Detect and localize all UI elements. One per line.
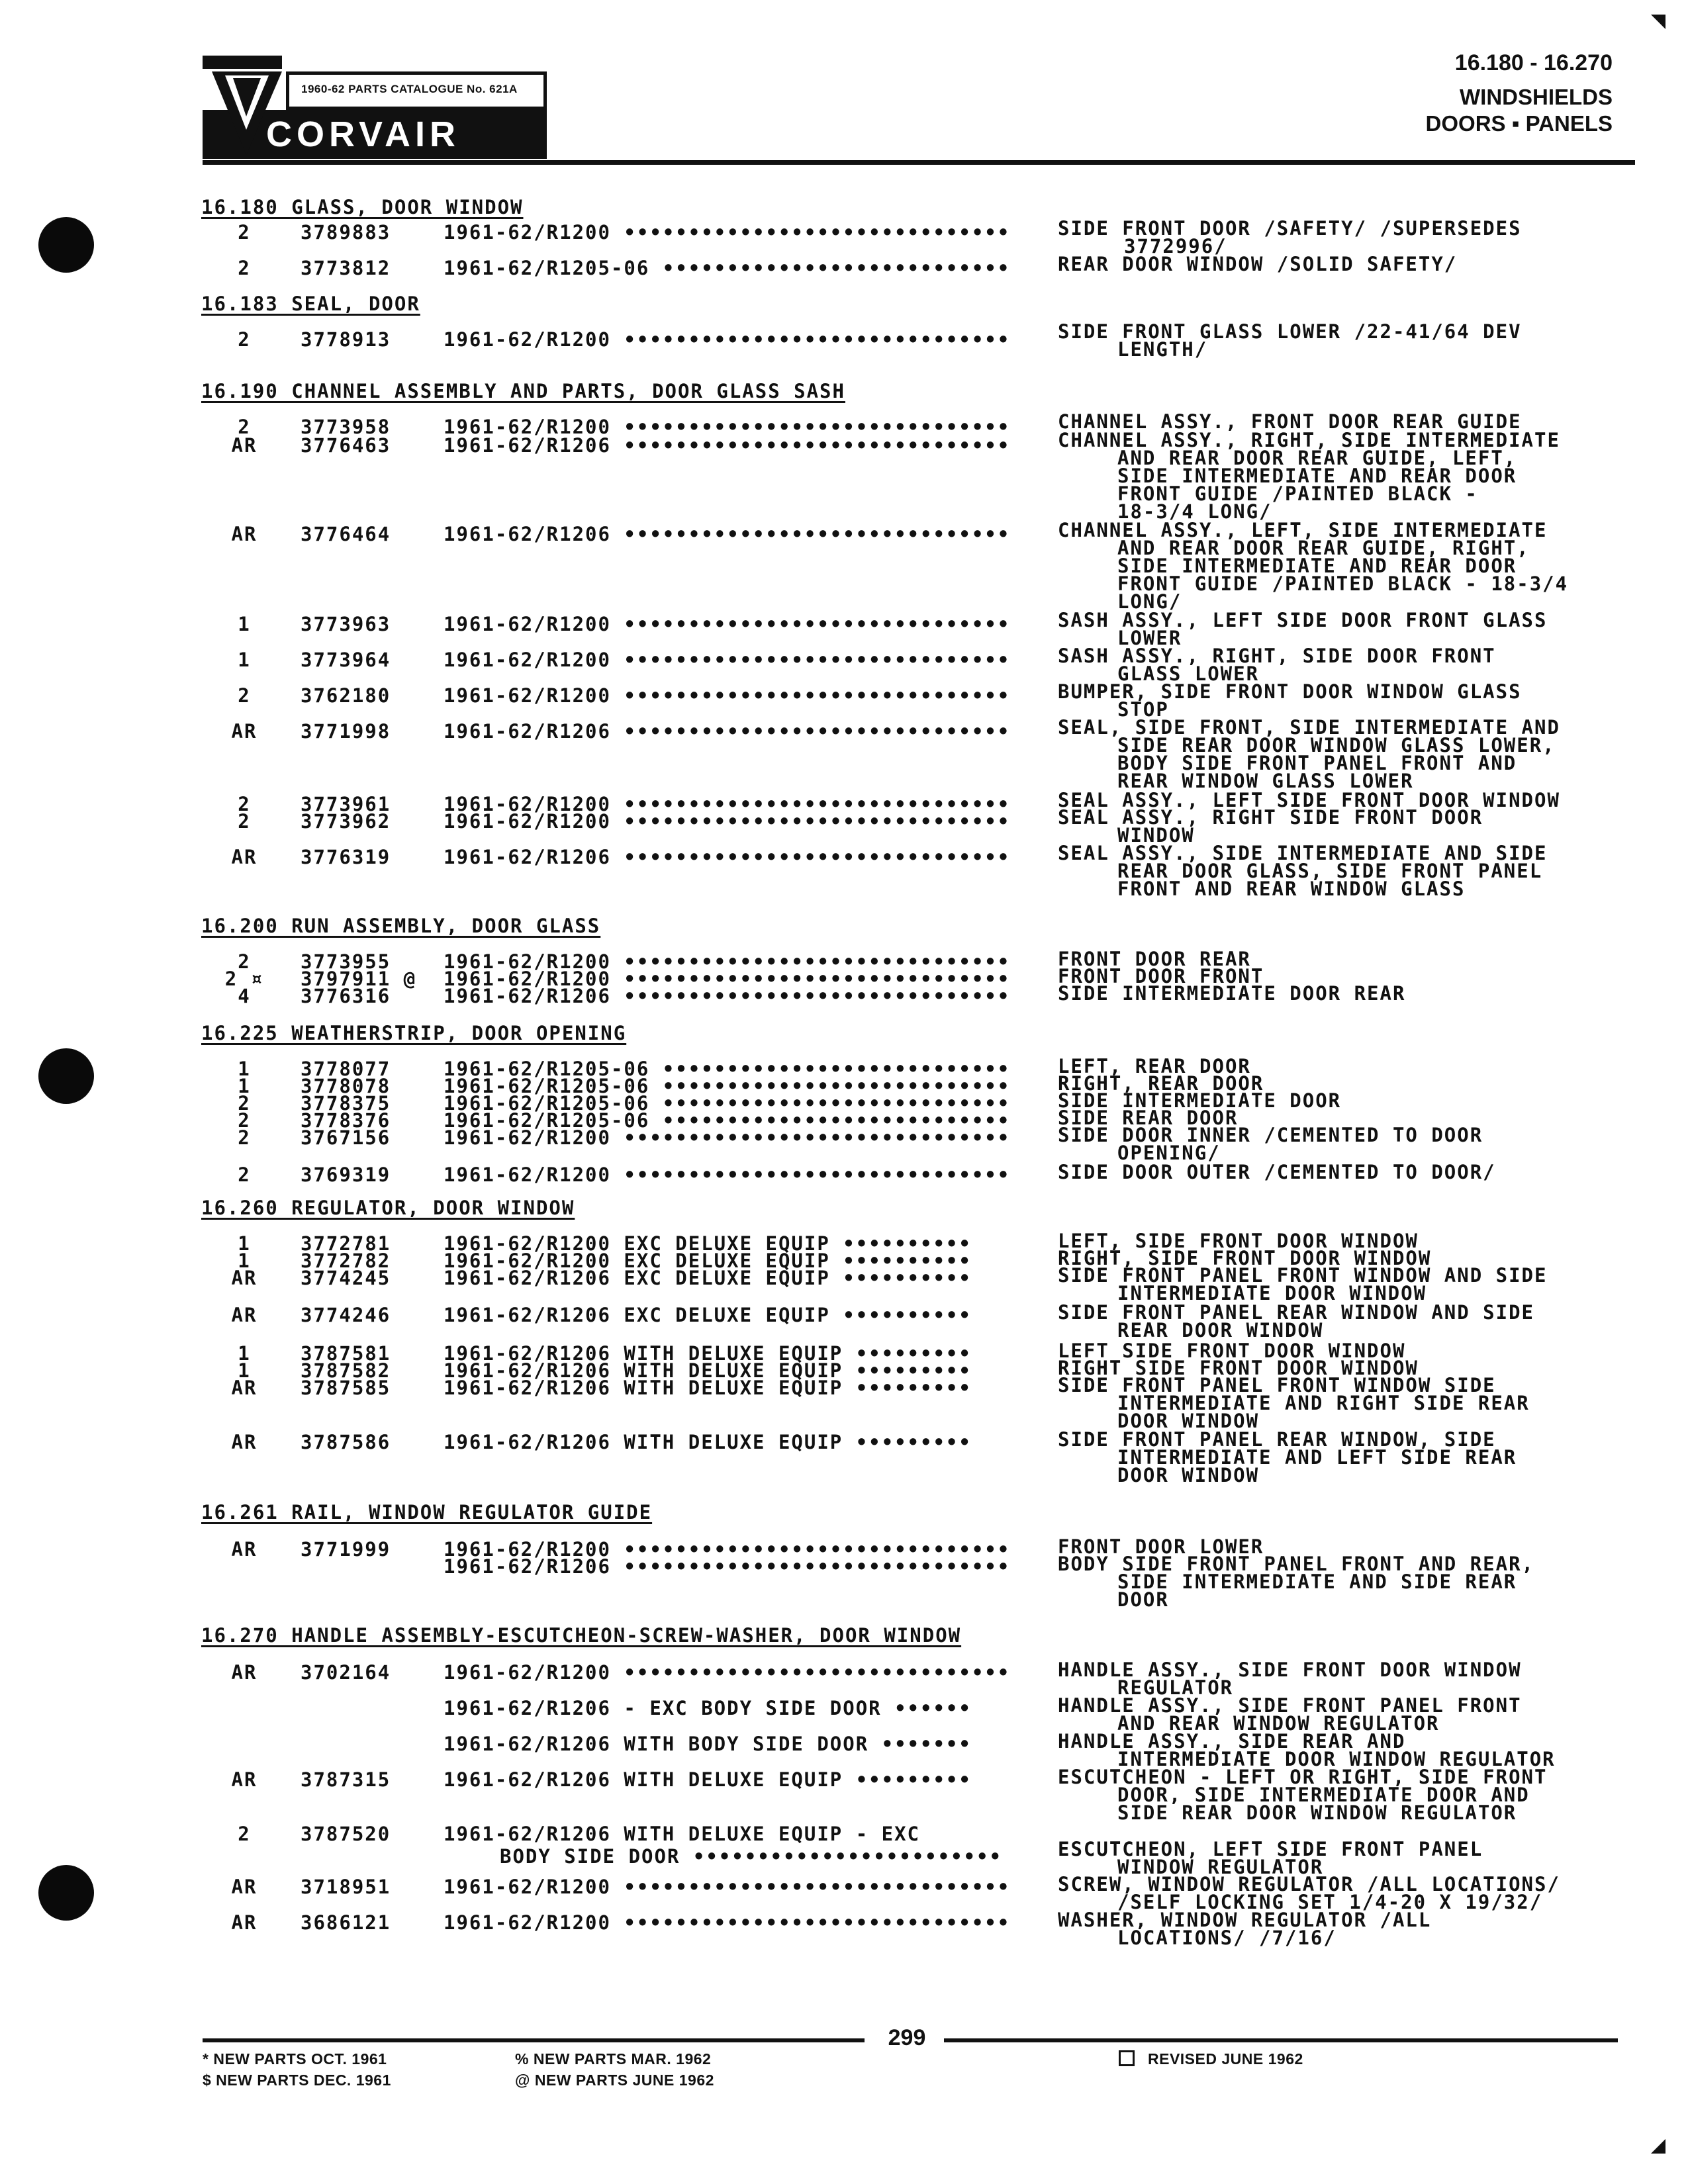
corner-mark-icon <box>1651 15 1665 29</box>
applicability: 1961-62/R1206 WITH DELUXE EQUIP ••••••••• <box>444 1377 972 1399</box>
logo-caption-box <box>286 71 547 110</box>
section-range: 16.180 - 16.270 <box>1454 50 1613 75</box>
part-number: 3774246 <box>301 1304 391 1326</box>
applicability: 1961-62/R1200 •••••••••••••••••••••••••••••• <box>444 1126 1011 1149</box>
part-number: 3778078 <box>301 1075 391 1097</box>
qty: AR <box>231 1267 258 1289</box>
revised-note: REVISED JUNE 1962 <box>1148 2050 1303 2068</box>
section-heading: 16.270 HANDLE ASSEMBLY-ESCUTCHEON-SCREW-WASHER, DOOR WINDOW <box>201 1624 962 1647</box>
part-row <box>0 716 1688 792</box>
qty: 2 <box>238 1109 251 1132</box>
applicability: 1961-62/R1205-06 ••••••••••••••••••••••••••• <box>444 1058 1011 1080</box>
applicability: 1961-62/R1200 •••••••••••••••••••••••••••••• <box>444 1163 1011 1186</box>
description: FRONT DOOR LOWER <box>1058 1535 1264 1558</box>
part-number: 3787581 <box>301 1342 391 1365</box>
qty: AR <box>231 434 258 457</box>
part-row <box>0 1163 1688 1186</box>
part-row <box>0 1766 1688 1824</box>
description: SASH ASSY., LEFT SIDE DOOR FRONT GLASS LOWER <box>1058 609 1548 649</box>
qty: AR <box>231 846 258 868</box>
description: RIGHT SIDE FRONT DOOR WINDOW <box>1058 1357 1419 1379</box>
qty: 1 <box>238 1232 251 1255</box>
description: SEAL ASSY., SIDE INTERMEDIATE AND SIDE REAR DOOR GLASS, SIDE FRONT PANEL FRONT AND REAR WINDOW GLASS <box>1058 842 1548 900</box>
qty: 2 <box>238 1163 251 1186</box>
applicability: 1961-62/R1200 •••••••••••••••••••••••••••••• <box>444 221 1011 244</box>
part-row <box>0 1730 1688 1770</box>
section-heading: 16.183 SEAL, DOOR <box>201 293 420 315</box>
part-row <box>0 1553 1688 1611</box>
applicability: 1961-62/R1206 WITH DELUXE EQUIP ••••••••• <box>444 1431 972 1453</box>
crest-icon <box>203 56 289 160</box>
description: ESCUTCHEON - LEFT OR RIGHT, SIDE FRONT DOOR, SIDE INTERMEDIATE DOOR AND SIDE REAR DOOR WINDOW REGULATOR <box>1058 1766 1548 1824</box>
qty: 4 <box>238 985 251 1007</box>
qty: 2 <box>238 793 251 815</box>
qty: 1 <box>238 613 251 635</box>
description: SEAL ASSY., LEFT SIDE FRONT DOOR WINDOW <box>1058 789 1560 811</box>
part-number: 3789883 <box>301 221 391 244</box>
part-number: 3776464 <box>301 523 391 545</box>
part-row <box>0 429 1688 523</box>
legend-mar-1962: % NEW PARTS MAR. 1962 <box>515 2050 712 2068</box>
qty: 2 <box>238 221 251 244</box>
part-number: 3773812 <box>301 257 391 279</box>
part-row <box>0 519 1688 613</box>
qty: AR <box>231 1538 258 1561</box>
part-number: 3797911 @ <box>301 968 417 990</box>
applicability: 1961-62/R1200 •••••••••••••••••••••••••••••• <box>444 649 1011 671</box>
qty: 2 <box>238 1126 251 1149</box>
description: FRONT DOOR REAR <box>1058 948 1251 970</box>
applicability: 1961-62/R1206 WITH BODY SIDE DOOR ••••••• <box>444 1733 972 1755</box>
qty: 2 <box>238 1092 251 1115</box>
part-number: 3787586 <box>301 1431 391 1453</box>
qty: 2 <box>238 328 251 351</box>
part-number: 3773963 <box>301 613 391 635</box>
part-number: 3773955 <box>301 950 391 973</box>
description: SIDE FRONT GLASS LOWER /22-41/64 DEV LENGTH/ <box>1058 320 1522 361</box>
part-row <box>0 982 1688 1007</box>
part-row <box>0 320 1688 361</box>
part-number: 3686121 <box>301 1911 391 1934</box>
description: SASH ASSY., RIGHT, SIDE DOOR FRONT GLASS LOWER <box>1058 645 1496 685</box>
description: CHANNEL ASSY., RIGHT, SIDE INTERMEDIATE AND REAR DOOR REAR GUIDE, LEFT, SIDE INTERMEDIATE AND REAR DOOR FRONT GUIDE /PAINTED BLACK - 18-3/4 LONG/ <box>1058 429 1560 523</box>
part-row <box>0 645 1688 685</box>
qty: AR <box>231 1431 258 1453</box>
part-row <box>0 1374 1688 1432</box>
part-number: 3773958 <box>301 416 391 438</box>
qty: AR <box>231 523 258 545</box>
description: BUMPER, SIDE FRONT DOOR WINDOW GLASS STOP <box>1058 680 1522 721</box>
description: WASHER, WINDOW REGULATOR /ALL LOCATIONS/ /7/16/ <box>1058 1909 1432 1949</box>
description: HANDLE ASSY., SIDE FRONT PANEL FRONT AND REAR WINDOW REGULATOR <box>1058 1694 1522 1735</box>
applicability: 1961-62/R1206 EXC DELUXE EQUIP •••••••••• <box>444 1304 972 1326</box>
section-heading: 16.180 GLASS, DOOR WINDOW <box>201 196 524 218</box>
part-number: 3778077 <box>301 1058 391 1080</box>
section-heading: 16.225 WEATHERSTRIP, DOOR OPENING <box>201 1022 627 1044</box>
description: LEFT, SIDE FRONT DOOR WINDOW <box>1058 1230 1419 1252</box>
qty: 1 <box>238 649 251 671</box>
qty: 2 <box>238 416 251 438</box>
part-number: 3773964 <box>301 649 391 671</box>
brand-name: CORVAIR <box>266 114 461 154</box>
qty: 2 <box>238 810 251 833</box>
section-heading: 16.260 REGULATOR, DOOR WINDOW <box>201 1197 575 1219</box>
description: BODY SIDE FRONT PANEL FRONT AND REAR, SIDE INTERMEDIATE AND SIDE REAR DOOR <box>1058 1553 1535 1611</box>
description: SCREW, WINDOW REGULATOR /ALL LOCATIONS/ /SELF LOCKING SET 1/4-20 X 19/32/ <box>1058 1873 1560 1913</box>
part-number: 3769319 <box>301 1163 391 1186</box>
description: CHANNEL ASSY., LEFT, SIDE INTERMEDIATE AND REAR DOOR REAR GUIDE, RIGHT, SIDE INTERMEDIATE AND REAR DOOR FRONT GUIDE /PAINTED BLACK - 18-3/4 LONG/ <box>1058 519 1569 613</box>
applicability: 1961-62/R1205-06 ••••••••••••••••••••••••••• <box>444 1092 1011 1115</box>
description: CHANNEL ASSY., FRONT DOOR REAR GUIDE <box>1058 410 1522 433</box>
part-row <box>0 1264 1688 1304</box>
part-number: 3771998 <box>301 720 391 743</box>
part-number: 3771999 <box>301 1538 391 1561</box>
part-number: 3774245 <box>301 1267 391 1289</box>
applicability: 1961-62/R1200 •••••••••••••••••••••••••••••• <box>444 1538 1011 1561</box>
applicability: 1961-62/R1200 •••••••••••••••••••••••••••••• <box>444 416 1011 438</box>
part-row <box>0 1694 1688 1735</box>
applicability: 1961-62/R1200 •••••••••••••••••••••••••••••• <box>444 1911 1011 1934</box>
description: REAR DOOR WINDOW /SOLID SAFETY/ <box>1058 253 1458 275</box>
qty: AR <box>231 720 258 743</box>
description: SEAL, SIDE FRONT, SIDE INTERMEDIATE AND SIDE REAR DOOR WINDOW GLASS LOWER, BODY SIDE FRONT PANEL FRONT AND REAR WINDOW GLASS LOWER <box>1058 716 1560 792</box>
applicability: 1961-62/R1205-06 ••••••••••••••••••••••••••• <box>444 1109 1011 1132</box>
qty: 1 <box>238 1342 251 1365</box>
part-row <box>0 806 1688 846</box>
description: RIGHT, SIDE FRONT DOOR WINDOW <box>1058 1247 1432 1269</box>
part-number: 3773962 <box>301 810 391 833</box>
part-row <box>0 1301 1688 1342</box>
applicability: 1961-62/R1200 •••••••••••••••••••••••••••••• <box>444 684 1011 707</box>
part-row <box>0 1873 1688 1913</box>
part-number: 3702164 <box>301 1661 391 1684</box>
revised-box-icon <box>1119 2050 1135 2066</box>
part-number: 3778376 <box>301 1109 391 1132</box>
description: LEFT SIDE FRONT DOOR WINDOW <box>1058 1340 1406 1362</box>
applicability: 1961-62/R1205-06 ••••••••••••••••••••••••••• <box>444 257 1011 279</box>
description: SIDE FRONT PANEL FRONT WINDOW SIDE INTERMEDIATE AND RIGHT SIDE REAR DOOR WINDOW <box>1058 1374 1530 1432</box>
applicability: 1961-62/R1200 •••••••••••••••••••••••••••••• <box>444 810 1011 833</box>
part-row <box>0 253 1688 279</box>
applicability: 1961-62/R1206 •••••••••••••••••••••••••••••• <box>444 985 1011 1007</box>
part-row <box>0 680 1688 721</box>
description: SIDE FRONT PANEL FRONT WINDOW AND SIDE INTERMEDIATE DOOR WINDOW <box>1058 1264 1548 1304</box>
applicability: 1961-62/R1206 •••••••••••••••••••••••••••••• <box>444 1555 1011 1578</box>
applicability: 1961-62/R1205-06 ••••••••••••••••••••••••••• <box>444 1075 1011 1097</box>
part-number: 3787315 <box>301 1768 391 1791</box>
description: HANDLE ASSY., SIDE FRONT DOOR WINDOW REGULATOR <box>1058 1659 1522 1699</box>
qty: AR <box>231 1876 258 1898</box>
applicability: 1961-62/R1206 WITH DELUXE EQUIP ••••••••• <box>444 1768 972 1791</box>
part-number: 3762180 <box>301 684 391 707</box>
legend-june-1962: @ NEW PARTS JUNE 1962 <box>515 2071 714 2089</box>
applicability: 1961-62/R1206 - EXC BODY SIDE DOOR •••••• <box>444 1697 972 1719</box>
header-rule <box>203 160 1635 165</box>
description: SIDE REAR DOOR <box>1058 1107 1239 1129</box>
applicability: 1961-62/R1200 •••••••••••••••••••••••••••••• <box>444 968 1011 990</box>
applicability: 1961-62/R1206 EXC DELUXE EQUIP •••••••••• <box>444 1267 972 1289</box>
description: SIDE DOOR INNER /CEMENTED TO DOOR OPENING/ <box>1058 1124 1483 1164</box>
part-row <box>0 217 1688 257</box>
applicability: 1961-62/R1200 EXC DELUXE EQUIP •••••••••• <box>444 1232 972 1255</box>
legend-oct-1961: * NEW PARTS OCT. 1961 <box>203 2050 387 2068</box>
qty: AR <box>231 1661 258 1684</box>
qty: 2 <box>238 1823 251 1845</box>
part-row <box>0 1124 1688 1164</box>
legend-dec-1961: $ NEW PARTS DEC. 1961 <box>203 2071 391 2089</box>
qty: 2 ¤ <box>224 968 264 990</box>
description: HANDLE ASSY., SIDE REAR AND INTERMEDIATE DOOR WINDOW REGULATOR <box>1058 1730 1556 1770</box>
qty: 1 <box>238 1250 251 1272</box>
part-number: 3767156 <box>301 1126 391 1149</box>
part-number: 3776319 <box>301 846 391 868</box>
applicability: 1961-62/R1206 •••••••••••••••••••••••••••••• <box>444 846 1011 868</box>
description: FRONT DOOR FRONT <box>1058 965 1264 987</box>
part-row <box>0 1909 1688 1949</box>
applicability: 1961-62/R1200 •••••••••••••••••••••••••••••• <box>444 793 1011 815</box>
applicability: 1961-62/R1206 •••••••••••••••••••••••••••••• <box>444 434 1011 457</box>
corvair-logo <box>203 56 547 160</box>
description: SIDE FRONT PANEL REAR WINDOW AND SIDE REAR DOOR WINDOW <box>1058 1301 1535 1342</box>
qty: 2 <box>238 950 251 973</box>
corner-mark-icon <box>1651 2139 1665 2154</box>
part-row <box>0 1823 1688 1878</box>
applicability: 1961-62/R1200 •••••••••••••••••••••••••••••• <box>444 613 1011 635</box>
part-number: 3778375 <box>301 1092 391 1115</box>
applicability: 1961-62/R1200 •••••••••••••••••••••••••••••• <box>444 950 1011 973</box>
description: SIDE INTERMEDIATE DOOR REAR <box>1058 982 1406 1005</box>
qty: 2 <box>238 684 251 707</box>
part-number: 3787520 <box>301 1823 391 1845</box>
description: SIDE FRONT DOOR /SAFETY/ /SUPERSEDES 3772996/ <box>1058 217 1522 257</box>
applicability: 1961-62/R1200 EXC DELUXE EQUIP •••••••••• <box>444 1250 972 1272</box>
applicability: 1961-62/R1200 •••••••••••••••••••••••••••••• <box>444 328 1011 351</box>
description: SIDE DOOR OUTER /CEMENTED TO DOOR/ <box>1058 1161 1496 1183</box>
applicability: 1961-62/R1206 WITH DELUXE EQUIP - EXC BODY SIDE DOOR •••••••••••••••••••••••• <box>444 1823 1002 1868</box>
part-number: 3776316 <box>301 985 391 1007</box>
description: ESCUTCHEON, LEFT SIDE FRONT PANEL WINDOW REGULATOR <box>1058 1838 1483 1878</box>
part-number: 3718951 <box>301 1876 391 1898</box>
catalogue-caption: 1960-62 PARTS CATALOGUE No. 621A <box>301 83 518 95</box>
header-category-1: WINDSHIELDS <box>1460 85 1613 109</box>
part-number: 3778913 <box>301 328 391 351</box>
qty: AR <box>231 1911 258 1934</box>
part-number: 3773961 <box>301 793 391 815</box>
header-category-2: DOORS ▪ PANELS <box>1425 111 1613 136</box>
part-row <box>0 1428 1688 1486</box>
description: SEAL ASSY., RIGHT SIDE FRONT DOOR WINDOW <box>1058 806 1483 846</box>
part-number: 3772782 <box>301 1250 391 1272</box>
applicability: 1961-62/R1206 •••••••••••••••••••••••••••••• <box>444 523 1011 545</box>
description: RIGHT, REAR DOOR <box>1058 1072 1264 1095</box>
part-number: 3776463 <box>301 434 391 457</box>
part-number: 3772781 <box>301 1232 391 1255</box>
description: SIDE INTERMEDIATE DOOR <box>1058 1089 1342 1112</box>
part-row <box>0 609 1688 649</box>
qty: AR <box>231 1768 258 1791</box>
page-number: 299 <box>888 2025 926 2050</box>
part-row <box>0 1659 1688 1699</box>
qty: 1 <box>238 1075 251 1097</box>
qty: AR <box>231 1377 258 1399</box>
qty: 1 <box>238 1058 251 1080</box>
applicability: 1961-62/R1206 •••••••••••••••••••••••••••••• <box>444 720 1011 743</box>
qty: AR <box>231 1304 258 1326</box>
qty: 1 <box>238 1359 251 1382</box>
footer-rule <box>203 2038 865 2042</box>
qty: 2 <box>238 257 251 279</box>
section-heading: 16.261 RAIL, WINDOW REGULATOR GUIDE <box>201 1501 653 1524</box>
section-heading: 16.200 RUN ASSEMBLY, DOOR GLASS <box>201 915 601 937</box>
applicability: 1961-62/R1206 WITH DELUXE EQUIP ••••••••• <box>444 1342 972 1365</box>
applicability: 1961-62/R1200 •••••••••••••••••••••••••••••• <box>444 1876 1011 1898</box>
section-heading: 16.190 CHANNEL ASSEMBLY AND PARTS, DOOR GLASS SASH <box>201 380 845 402</box>
description: LEFT, REAR DOOR <box>1058 1055 1251 1077</box>
footer-rule <box>944 2038 1618 2042</box>
applicability: 1961-62/R1200 •••••••••••••••••••••••••••••• <box>444 1661 1011 1684</box>
part-number: 3787582 <box>301 1359 391 1382</box>
applicability: 1961-62/R1206 WITH DELUXE EQUIP ••••••••• <box>444 1359 972 1382</box>
part-number: 3787585 <box>301 1377 391 1399</box>
part-row <box>0 842 1688 900</box>
description: SIDE FRONT PANEL REAR WINDOW, SIDE INTERMEDIATE AND LEFT SIDE REAR DOOR WINDOW <box>1058 1428 1517 1486</box>
